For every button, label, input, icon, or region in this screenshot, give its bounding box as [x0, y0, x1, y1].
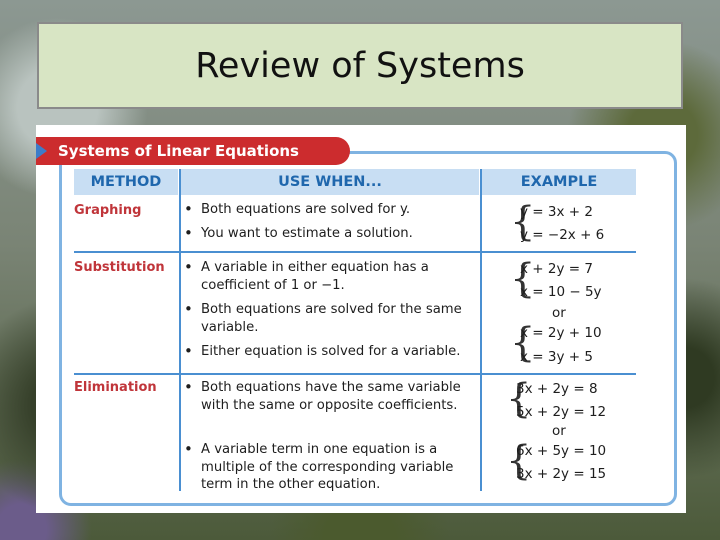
brace-icon: {: [510, 256, 536, 302]
column-divider: [179, 169, 181, 491]
slide-title-box: [37, 22, 683, 109]
example-equation: y = −2x + 6: [520, 227, 605, 243]
bullet-item: • Either equation is solved for a variable.: [184, 343, 474, 361]
bullet-item: • A variable term in one equation is a multiple of the corresponding variable term in the other equation.: [184, 441, 474, 494]
or-label: or: [552, 305, 566, 321]
slide-title: Review of Systems: [195, 45, 525, 86]
method-elimination: Elimination: [74, 380, 157, 395]
example-equation: x + 2y = 7: [520, 261, 593, 277]
banner-title: Systems of Linear Equations: [58, 142, 299, 160]
brace-icon: {: [510, 320, 536, 366]
bullet-item: • Both equations have the same variable with the same or opposite coefficients.: [184, 379, 474, 414]
brace-icon: {: [506, 376, 532, 422]
example-equation: x = 10 − 5y: [520, 284, 602, 300]
method-graphing: Graphing: [74, 203, 142, 218]
example-equation: x = 3y + 5: [520, 349, 593, 365]
example-equation: 3x + 2y = 8: [516, 381, 598, 397]
brace-icon: {: [506, 438, 532, 484]
card-banner: [36, 137, 350, 165]
bullet-item: • You want to estimate a solution.: [184, 225, 474, 243]
example-equation: 3x + 2y = 15: [516, 466, 607, 482]
row-divider: [74, 373, 636, 375]
banner-arrow-icon: [36, 143, 47, 159]
example-equation: x = 2y + 10: [520, 325, 602, 341]
example-equation: 5x + 2y = 12: [516, 404, 607, 420]
bullet-item: • Both equations are solved for y.: [184, 201, 474, 219]
row-divider: [74, 251, 636, 253]
brace-icon: {: [510, 199, 536, 245]
column-divider: [480, 169, 482, 491]
example-equation: y = 3x + 2: [520, 204, 593, 220]
bullet-item: • Both equations are solved for the same variable.: [184, 301, 474, 336]
method-substitution: Substitution: [74, 260, 165, 275]
header-method: METHOD: [74, 169, 178, 195]
header-example: EXAMPLE: [482, 169, 636, 195]
header-use-when: USE WHEN...: [181, 169, 479, 195]
bullet-item: • A variable in either equation has a coefficient of 1 or −1.: [184, 259, 474, 294]
systems-card: [36, 125, 686, 513]
or-label: or: [552, 423, 566, 439]
example-equation: 6x + 5y = 10: [516, 443, 607, 459]
